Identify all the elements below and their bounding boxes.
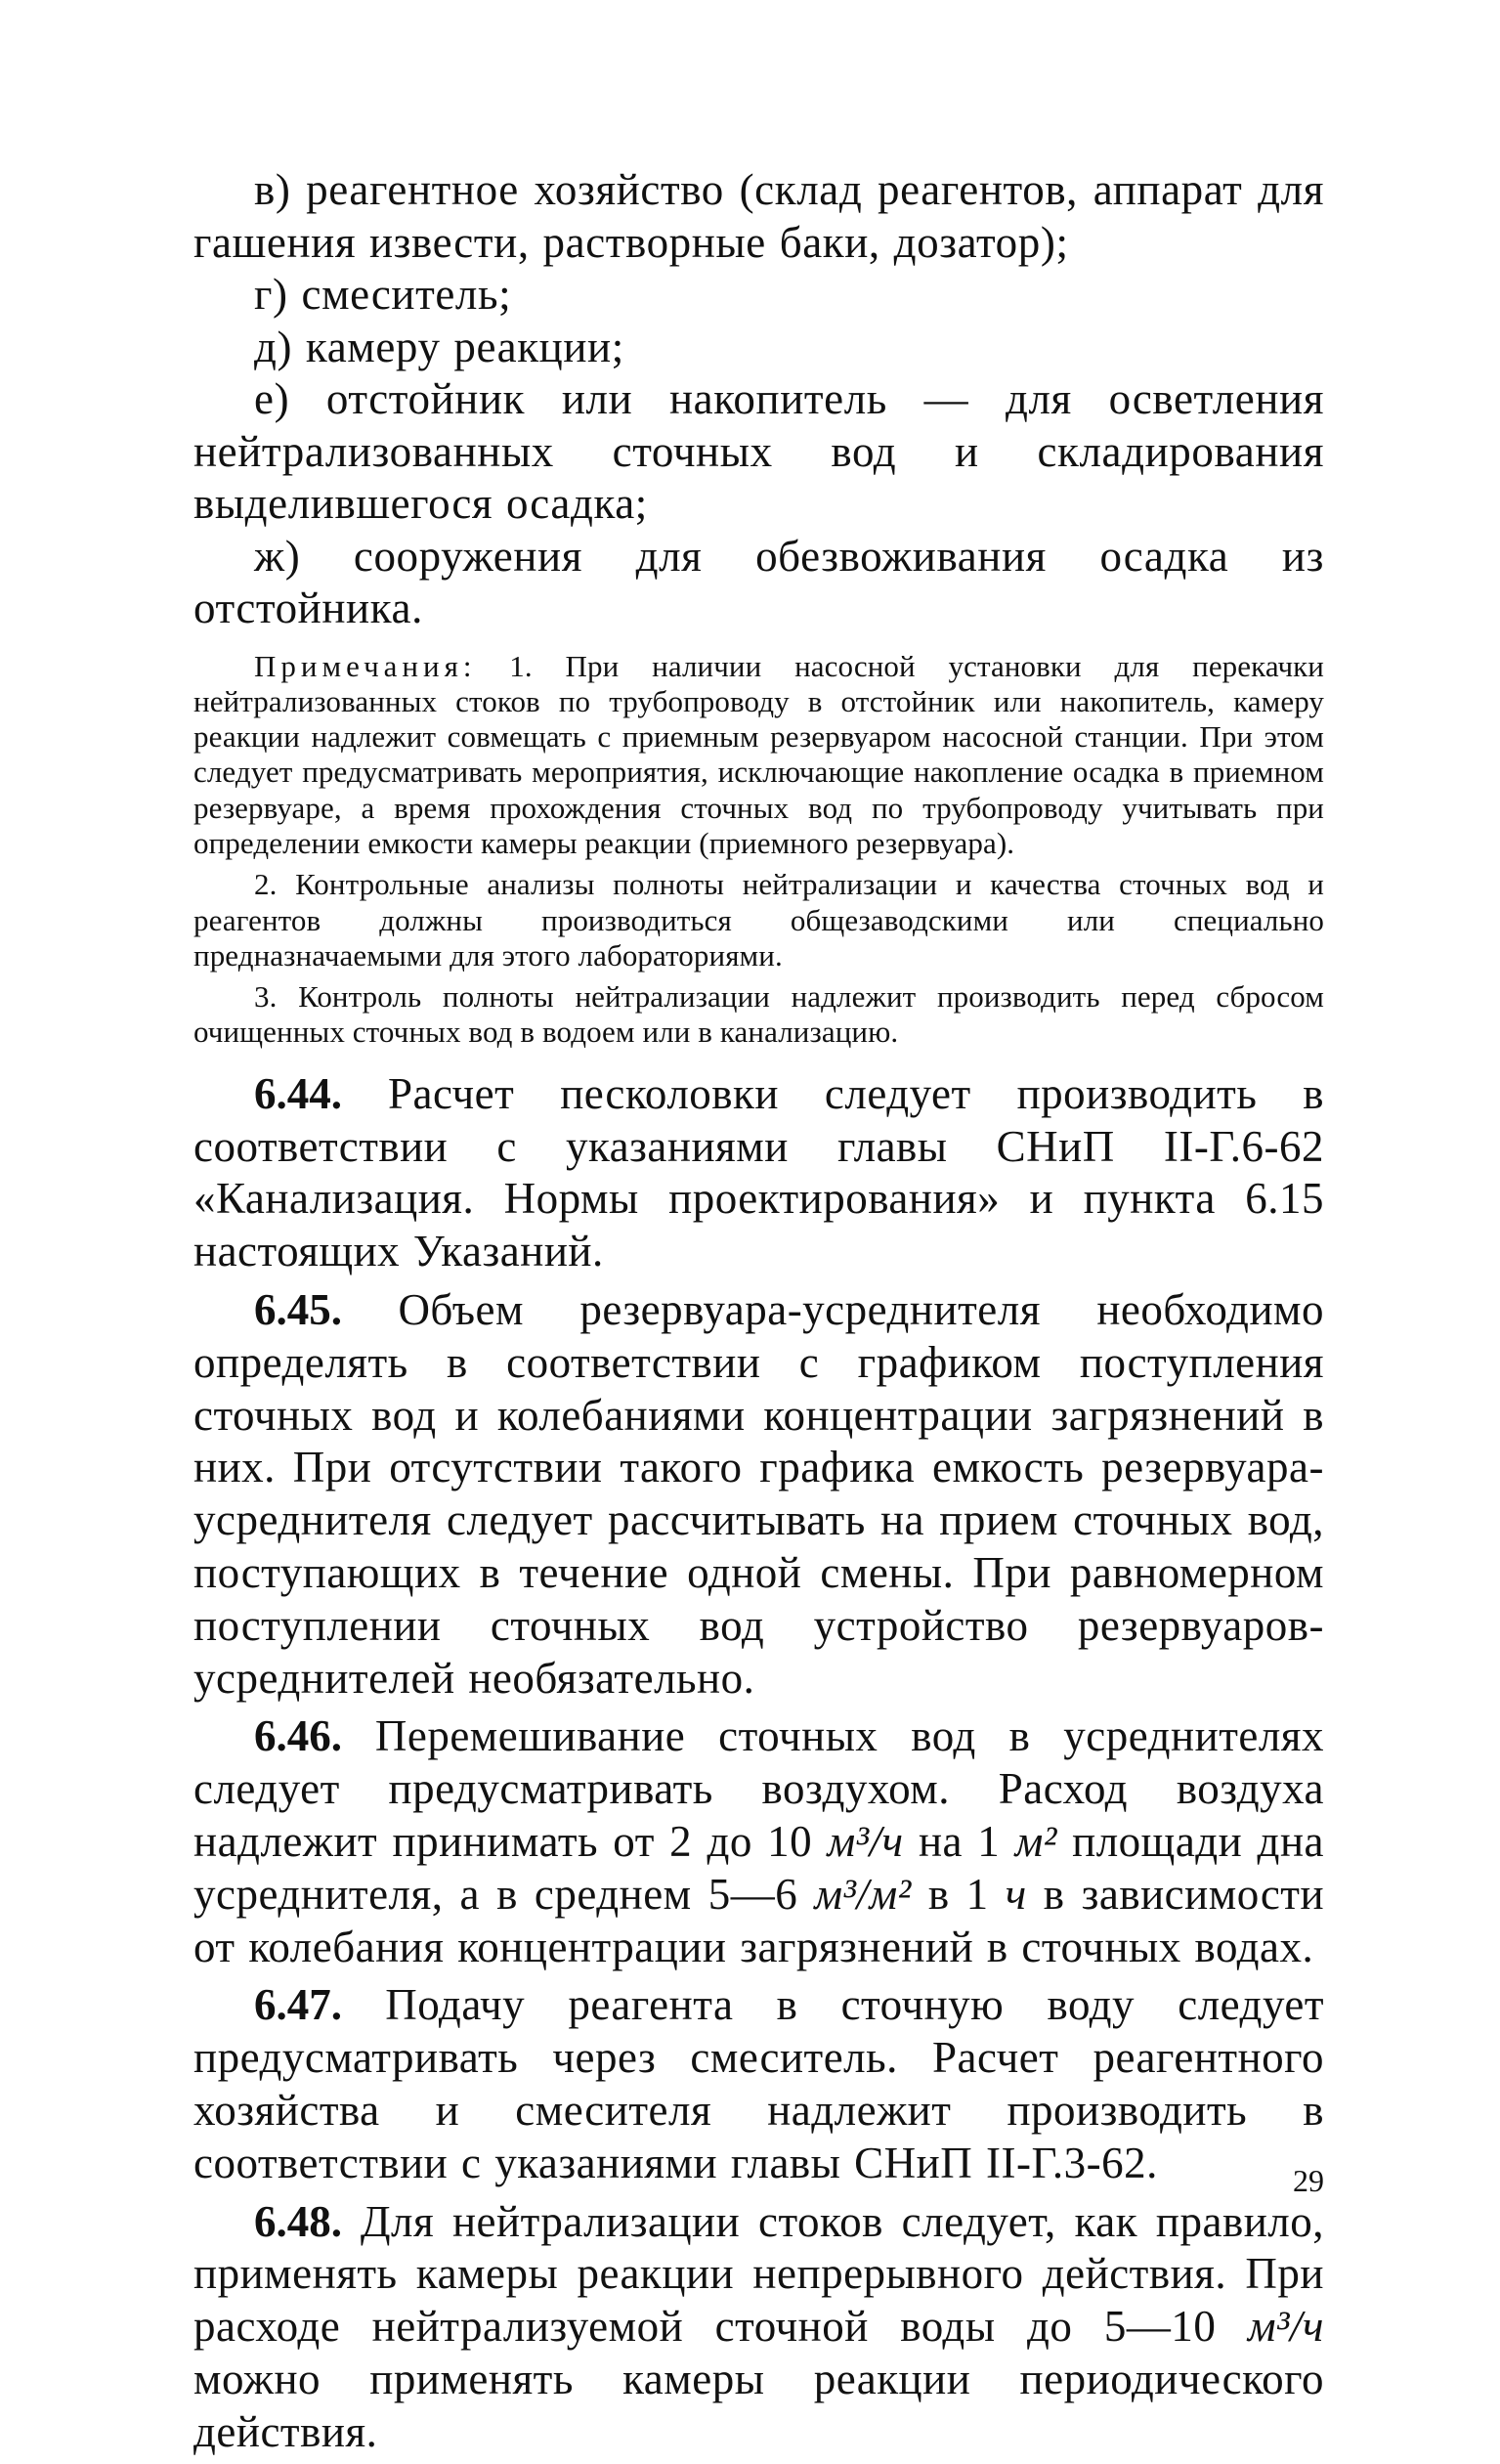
unit-label: м³/ч — [827, 1816, 904, 1866]
section-text: можно применять камеры реакции периодического действия. — [193, 2354, 1324, 2456]
notes-block — [193, 649, 1324, 1051]
unit-label: ч — [1005, 1869, 1027, 1919]
equipment-list — [193, 164, 1324, 635]
section-text: в 1 — [927, 1869, 989, 1919]
section-text: Расчет песколовки следует производить в соответствии с указаниями главы СНиП II-Г.6-62 «Канализация. Нормы проектирования» и пункта 6.15 настоящих Указаний. — [193, 1068, 1325, 1276]
section-6-45 — [193, 1284, 1324, 1705]
note-text: 1. При наличии насосной установки для перекачки нейтрализованных стоков по трубопроводу в отстойник или накопитель, камеру реакции надлежит совмещать с приемным резервуаром насосной станции. При этом следует предусматривать мероприятия, исключающие накопление осадка в приемном резервуаре, а время прохождения сточных вод по трубопроводу учитывать при определении емкости камеры реакции (приемного резервуара). — [193, 648, 1324, 860]
unit-label: м³/ч — [1247, 2302, 1324, 2352]
section-text: Подачу реагента в сточную воду следует предусматривать через смеситель. Расчет реагентного хозяйства и смесителя надлежит производить в соответствии с указаниями главы СНиП II-Г.3-62. — [193, 1980, 1324, 2187]
section-text: Объем резервуара-усреднителя необходимо определять в соответствии с графиком поступления сточных вод и колебаниями концентрации загрязнений в них. При отсутствии такого графика емкость резервуара-усреднителя следует рассчитывать на прием сточных вод, поступающих в течение одной смены. При равномерном поступлении сточных вод устройство резервуаров-усреднителей необязательно. — [193, 1284, 1324, 1703]
notes-heading: Примечания: — [254, 648, 477, 683]
section-text: на 1 — [918, 1816, 1001, 1866]
note-item-1 — [193, 649, 1324, 862]
list-item: г) смеситель; — [254, 270, 512, 319]
section-6-48 — [193, 2196, 1324, 2459]
list-item: в) реагентное хозяйство (склад реагентов, аппарат для гашения извести, растворные баки, дозатор); — [193, 165, 1324, 267]
section-6-47 — [193, 1979, 1324, 2189]
section-number: 6.46. — [254, 1711, 342, 1761]
page-content — [193, 164, 1324, 2464]
section-text: в зависимости от колебания концентрации загрязнений в сточных водах. — [193, 1869, 1325, 1971]
section-number: 6.45. — [254, 1284, 342, 1334]
unit-label: м² — [1014, 1816, 1057, 1866]
section-number: 6.44. — [254, 1068, 342, 1118]
section-6-44 — [193, 1068, 1324, 1278]
section-6-46 — [193, 1710, 1324, 1973]
sections-block — [193, 1068, 1324, 2459]
note-item-2: 2. Контрольные анализы полноты нейтрализации и качества сточных вод и реагентов должны производиться общезаводскими или специально предназначаемыми для этого лабораториями. — [193, 867, 1324, 973]
section-text: площади дна усреднителя, а в среднем 5—6 — [193, 1816, 1325, 1919]
section-number: 6.47. — [254, 1980, 342, 2030]
list-item: ж) сооружения для обезвоживания осадка из отстойника. — [193, 531, 1324, 632]
note-item-3: 3. Контроль полноты нейтрализации надлежит производить перед сбросом очищенных сточных вод в водоем или в канализацию. — [193, 979, 1324, 1050]
page-number: 29 — [1293, 2163, 1324, 2198]
section-text: Перемешивание сточных вод в усреднителях следует предусматривать воздухом. Расход воздуха надлежит принимать от 2 до 10 — [193, 1711, 1324, 1866]
unit-label: м³/м² — [814, 1869, 912, 1919]
list-item: е) отстойник или накопитель — для осветления нейтрализованных сточных вод и складирования выделившегося осадка; — [193, 374, 1324, 528]
section-number: 6.48. — [254, 2196, 342, 2246]
section-text: Для нейтрализации стоков следует, как правило, применять камеры реакции непрерывного действия. При расходе нейтрализуемой сточной воды до 5—10 — [193, 2196, 1325, 2352]
list-item: д) камеру реакции; — [254, 322, 624, 371]
